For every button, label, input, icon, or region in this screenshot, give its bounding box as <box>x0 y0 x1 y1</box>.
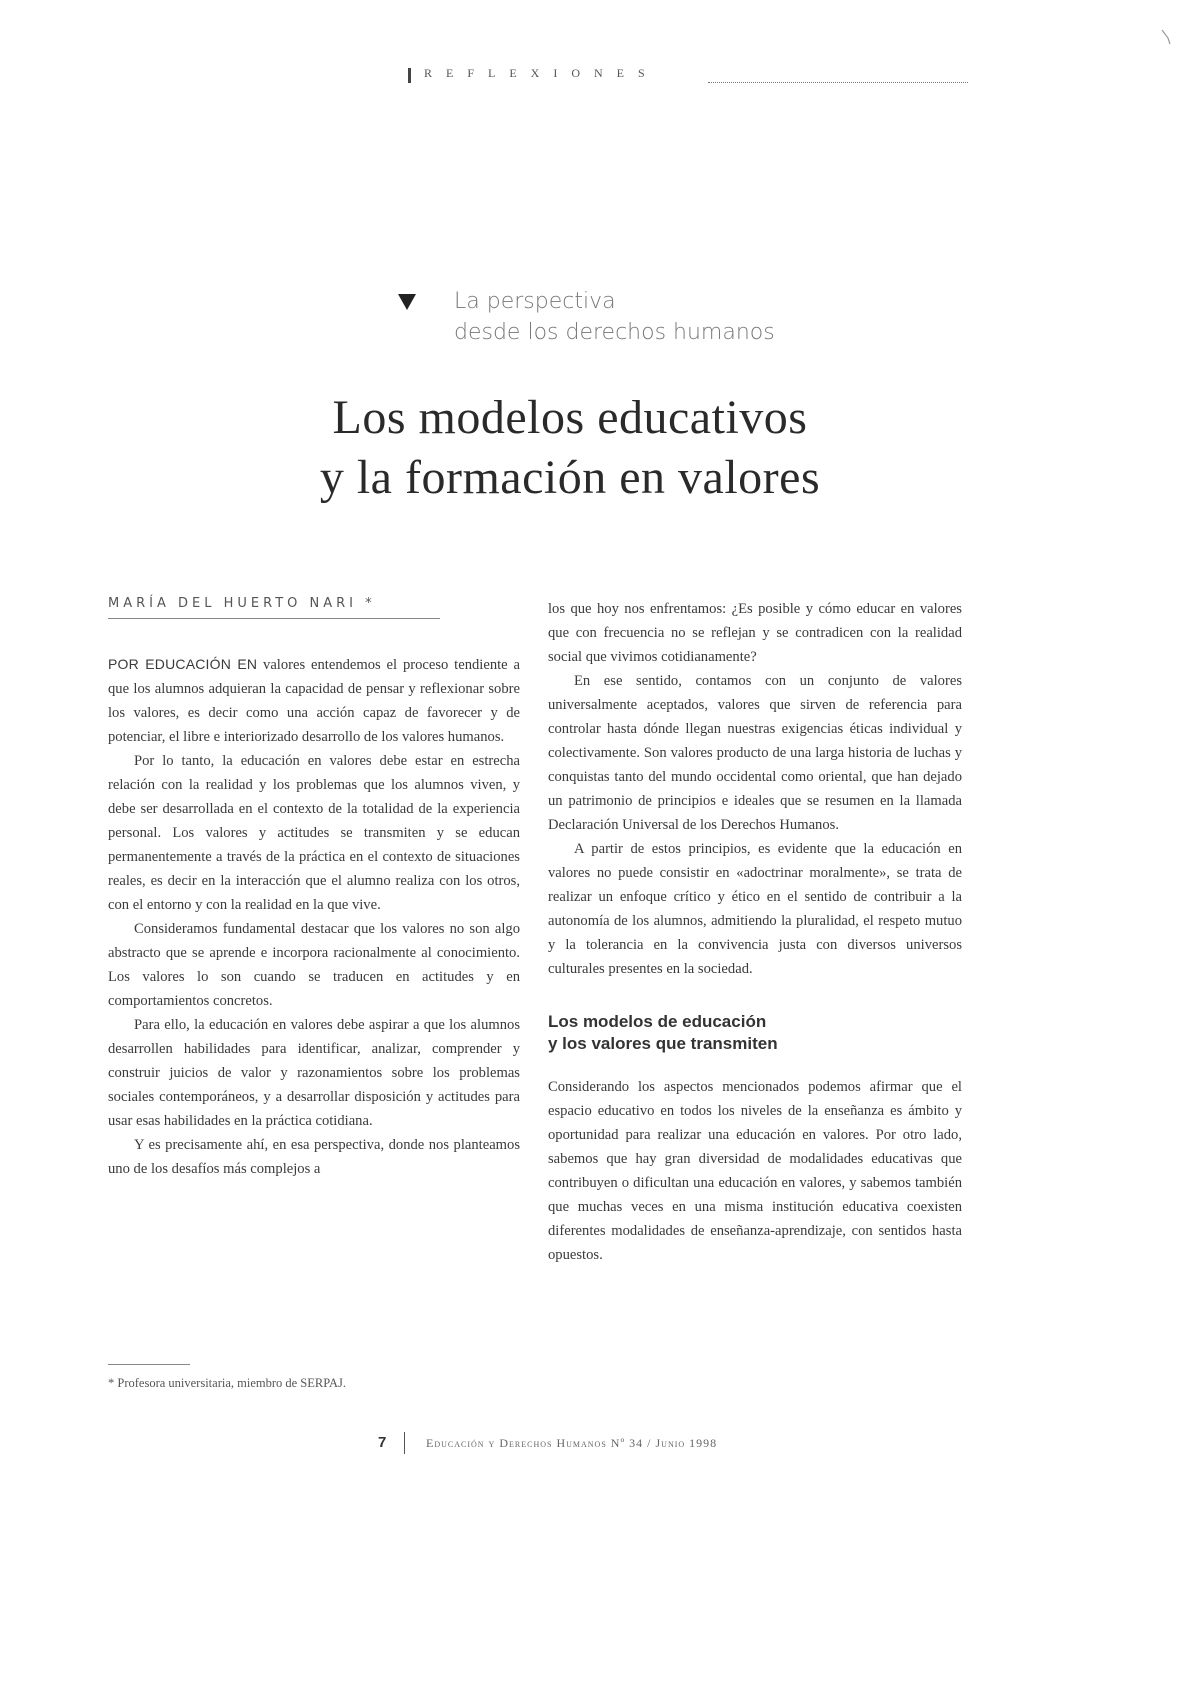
section-subheading <box>548 1011 962 1055</box>
section-rule <box>708 82 968 83</box>
triangle-down-icon <box>398 294 416 310</box>
paragraph: Por lo tanto, la educación en valores debe estar en estrecha relación con la realidad y los problemas que los alumnos viven, y debe ser desarrollada en el contexto de la totalidad de la experiencia personal. Los valores y actitudes se transmiten y se educan permanentemente a través de la práctica en el contexto de situaciones reales, es decir en la interacción que el alumno realiza con los otros, con el entorno y con la realidad en la que vive. <box>108 753 520 913</box>
section-bar <box>408 68 411 83</box>
scan-mark-icon <box>1160 28 1174 46</box>
paragraph <box>108 652 520 749</box>
kicker-text <box>454 286 874 348</box>
subheading-line-1: Los modelos de educación <box>548 1012 767 1031</box>
page-footer <box>378 1432 878 1456</box>
lead-caps: POR EDUCACIÓN EN <box>108 656 258 672</box>
paragraph: A partir de estos principios, es evidente que la educación en valores no puede consistir en «adoctrinar moralmente», se trata de realizar un enfoque crítico y ético en el sentido de contribuir a la autonomía de los alumnos, admitiendo la pluralidad, el respeto mutuo y la tolerancia en la convivencia justa con diversos universos culturales presentes en la sociedad. <box>548 841 962 977</box>
kicker-line-2: desde los derechos humanos <box>454 320 775 345</box>
kicker-line-1: La perspectiva <box>454 289 616 314</box>
footnote: * Profesora universitaria, miembro de SERPAJ. <box>108 1376 347 1390</box>
section-header <box>408 64 968 88</box>
author-rule <box>108 618 440 619</box>
right-column <box>548 597 962 1267</box>
paragraph: Y es precisamente ahí, en esa perspectiva, donde nos planteamos uno de los desafíos más complejos a <box>108 1137 520 1177</box>
journal-citation: Educación y Derechos Humanos Nº 34 / Junio 1998 <box>426 1436 718 1450</box>
paragraph: Para ello, la educación en valores debe aspirar a que los alumnos desarrollen habilidades para identificar, analizar, comprender y construir juicios de valor y razonamientos sobre los problemas sociales contemporáneos, y a desarrollar disposición y actitudes para usar esas habilidades en la práctica cotidiana. <box>108 1017 520 1129</box>
paragraph: Consideramos fundamental destacar que los valores no son algo abstracto que se aprende e incorpora racionalmente al conocimiento. Los valores lo son cuando se traducen en actitudes y en comportamientos concretos. <box>108 921 520 1009</box>
footnote-rule <box>108 1364 190 1365</box>
title-line-2: y la formación en valores <box>319 451 821 504</box>
title-line-1: Los modelos educativos <box>332 391 808 444</box>
paragraph: los que hoy nos enfrentamos: ¿Es posible y cómo educar en valores que con frecuencia no se reflejan y se contradicen con la realidad social que vivimos cotidianamente? <box>548 601 962 665</box>
left-column <box>108 652 520 1181</box>
paragraph: En ese sentido, contamos con un conjunto de valores universalmente aceptados, valores que sirven de referencia para controlar hasta dónde llegan nuestras exigencias éticas individual y colectivamente. Son valores producto de una larga historia de luchas y conquistas tanto del mundo occidental como oriental, que han dejado un patrimonio de principios e ideales que se resumen en la llamada Declaración Universal de los Derechos Humanos. <box>548 673 962 833</box>
section-label: REFLEXIONES <box>424 66 659 80</box>
paragraph: Considerando los aspectos mencionados podemos afirmar que el espacio educativo en todos los niveles de la enseñanza es ámbito y oportunidad para realizar una educación en valores. Por otro lado, sabemos que hay gran diversidad de modalidades educativas que contribuyen o dificultan una educación en valores, y sabemos también que muchas veces en una misma institución educativa coexisten diferentes modalidades de enseñanza-aprendizaje, con sentidos hasta opuestos. <box>548 1079 962 1263</box>
author-byline: MARÍA DEL HUERTO NARI * <box>108 596 376 611</box>
paragraph-text: valores entendemos el proceso tendiente a que los alumnos adquieran la capacidad de pensar y reflexionar sobre los valores, es decir como una acción capaz de favorecer y de potenciar, el libre e interiorizado desarrollo de los valores humanos. <box>108 657 520 745</box>
subheading-line-2: y los valores que transmiten <box>548 1034 778 1053</box>
footer-divider <box>404 1432 405 1454</box>
page-number: 7 <box>378 1434 387 1451</box>
article-title <box>200 388 940 508</box>
